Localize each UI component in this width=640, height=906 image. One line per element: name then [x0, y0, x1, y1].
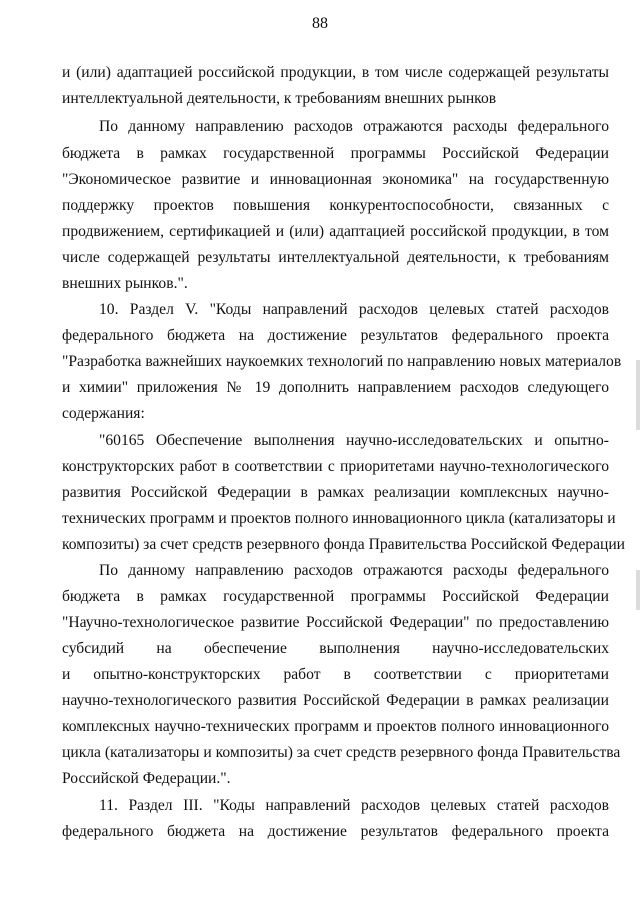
text-line: поддержку проектов повышения конкурентоспособности, связанных с	[62, 197, 609, 214]
text-line: "Разработка важнейших наукоемких технологий по направлению новых материалов	[62, 353, 622, 370]
text-line: числе содержащей результаты интеллектуальной деятельности, к требованиям	[62, 249, 609, 266]
page-number: 88	[312, 15, 328, 32]
text-line: бюджета в рамках государственной программы Российской Федерации	[62, 145, 609, 162]
text-line: технических программ и проектов полного инновационного цикла (катализаторы и	[62, 510, 616, 527]
scan-edge-mark	[636, 570, 640, 610]
text-line: Российской Федерации.".	[62, 770, 231, 787]
text-line: внешних рынков.".	[62, 275, 188, 292]
text-line: и опытно-конструкторских работ в соответствии с приоритетами	[62, 666, 609, 683]
text-line: конструкторских работ в соответствии с приоритетами научно-технологического	[62, 458, 609, 475]
text-line: По данному направлению расходов отражаются расходы федерального	[99, 562, 609, 579]
text-line: развития Российской Федерации в рамках реализации комплексных научно-	[62, 484, 609, 501]
text-line: 10. Раздел V. "Коды направлений расходов целевых статей расходов	[99, 301, 609, 318]
text-line: научно-технологического развития Российской Федерации в рамках реализации	[62, 692, 609, 709]
text-line: федерального бюджета на достижение результатов федерального проекта	[62, 327, 609, 344]
text-line: цикла (катализаторы и композиты) за счет средств резервного фонда Правительства	[62, 744, 621, 761]
text-line: бюджета в рамках государственной программы Российской Федерации	[62, 588, 609, 605]
text-line: и (или) адаптацией российской продукции, в том числе содержащей результаты	[62, 64, 609, 81]
text-line: комплексных научно-технических программ и проектов полного инновационного	[62, 718, 609, 735]
text-line: композиты) за счет средств резервного фонда Правительства Российской Федерации	[62, 536, 626, 553]
text-line: "Научно-технологическое развитие Российской Федерации" по предоставлению	[62, 614, 609, 631]
text-line: содержания:	[62, 405, 145, 422]
text-line: и химии" приложения № 19 дополнить направлением расходов следующего	[62, 379, 609, 396]
text-line: субсидий на обеспечение выполнения научно-исследовательских	[62, 640, 609, 657]
text-line: интеллектуальной деятельности, к требованиям внешних рынков	[62, 90, 497, 107]
text-line: федерального бюджета на достижение результатов федерального проекта	[62, 823, 609, 840]
text-line: 11. Раздел III. "Коды направлений расходов целевых статей расходов	[99, 797, 609, 814]
text-line: продвижением, сертификацией и (или) адаптацией российской продукции, в том	[62, 223, 609, 240]
text-line: "60165 Обеспечение выполнения научно-исследовательских и опытно-	[99, 432, 609, 449]
text-line: По данному направлению расходов отражаются расходы федерального	[99, 118, 609, 135]
text-line: "Экономическое развитие и инновационная экономика" на государственную	[62, 171, 609, 188]
scan-edge-mark	[636, 360, 640, 430]
